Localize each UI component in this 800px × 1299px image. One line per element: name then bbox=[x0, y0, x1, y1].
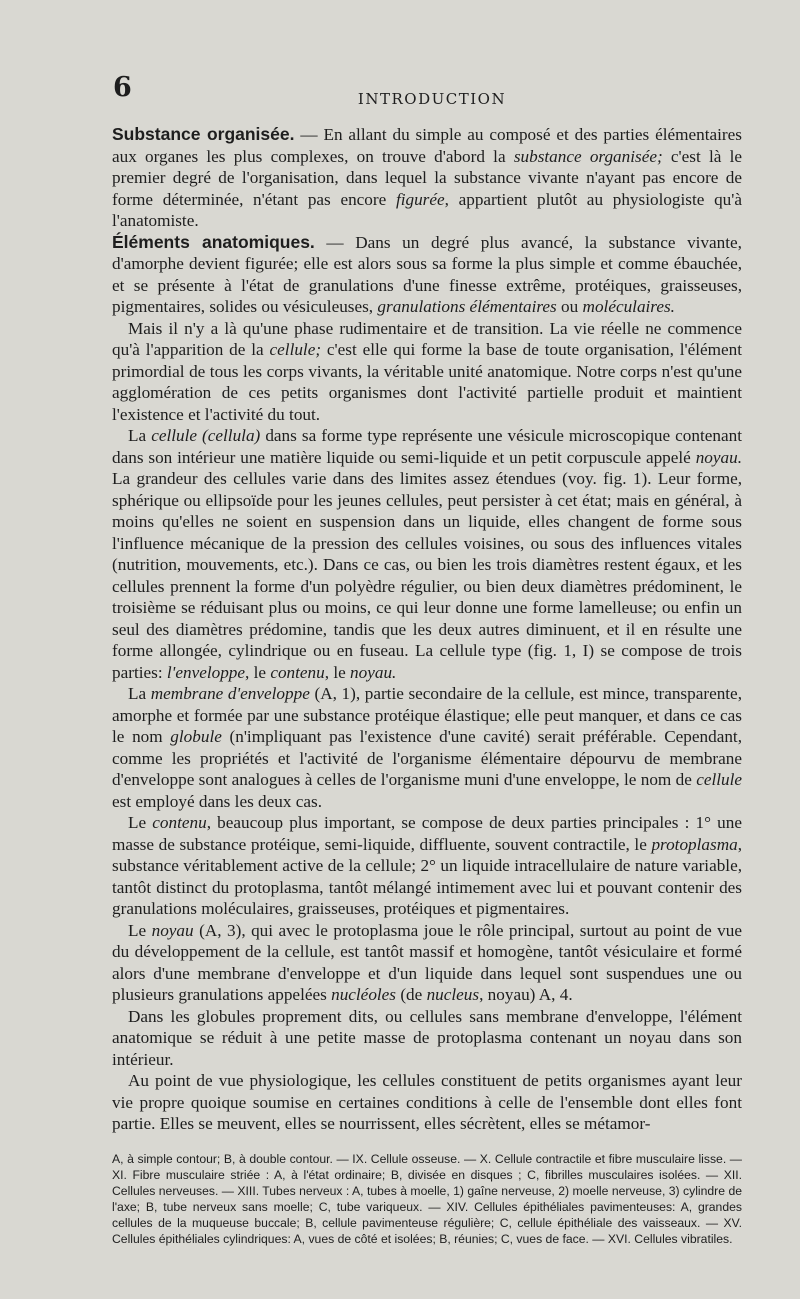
text-run: Au point de vue physiologique, les cellules constituent de petits organismes ayant leur vie propre quoique soumise en certaines conditions à celle de l'ensemble dont elles font partie. Elles se meuvent, elles se nourrissent, elles sécrètent, elles se métamor- bbox=[112, 1071, 742, 1133]
text-run: est employé dans les deux cas. bbox=[112, 791, 323, 811]
paragraph bbox=[112, 812, 742, 920]
text-run: , le bbox=[324, 662, 351, 682]
text-run: — Dans un degré plus avancé, la substance vivante, d'amorphe devient figurée; elle est alors sous sa forme la plus simple et comme ébauchée, et se présente à l'état de granulations d'une finesse extrême, protéiques, graisseuses, pigmentaires, solides ou vésiculeuses, bbox=[112, 232, 742, 316]
italic-term: moléculaires. bbox=[582, 297, 675, 316]
italic-term: nucleus bbox=[426, 985, 480, 1004]
section-title: Éléments anatomiques. bbox=[112, 231, 315, 252]
paragraph bbox=[112, 1006, 742, 1071]
italic-term: cellule (cellula) bbox=[151, 426, 261, 445]
figure-caption-footnote: A, à simple contour; B, à double contour. — IX. Cellule osseuse. — X. Cellule contractile et fibre musculaire lisse. — XI. Fibre musculaire striée : A, à l'état ordinaire; B, divisée en disques ; C, fibrilles musculaires isolées. — XII. Cellules nerveuses. — XIII. Tubes nerveux : A, tubes à moelle, 1) gaîne nerveuse, 2) moelle nerveuse, 3) cylindre de l'axe; B, tube nerveux sans moelle; C, tube variqueux. — XIV. Cellules épithéliales pavimenteuses: A, grandes cellules de la muqueuse buccale; B, cellule pavimenteuse régulière; C, cellule épithéliale des vaisseaux. — XV. Cellules épithéliales cylindriques: A, vues de côté et isolées; B, réunies; C, vues de face. — XVI. Cellules vibratiles. bbox=[112, 1151, 742, 1246]
paragraph bbox=[112, 425, 742, 683]
text-run: La bbox=[128, 684, 151, 703]
text-run: La grandeur des cellules varie dans des limites assez étendues (voy. fig. 1). Leur forme, sphérique ou ellipsoïde pour les jeunes cellules, peut persister à cet état; mais en général, à moins qu'elles ne soient en suspension dans un liquide, elles changent de forme sous l'influence mécanique de la pression des cellules voisines, ou sous des influences vitales (nutrition, mouvements, etc.). Dans ce cas, ou bien les trois diamètres restent égaux, et les cellules prennent la forme d'un polyèdre régulier, ou bien deux diamètres prédominent, le troisième se réduisant plus ou moins, ce qui leur donne une forme lamelleuse; ou enfin un seul des diamètres prédomine, tandis que les deux autres diminuent, et il en résulte une forme allongée, cylindrique ou en fuseau. La cellule type (fig. 1, I) se compose de trois parties: bbox=[112, 469, 742, 682]
paragraph bbox=[112, 1070, 742, 1135]
paragraph bbox=[112, 318, 742, 426]
italic-term: l'enveloppe bbox=[166, 662, 246, 682]
text-run: (A, 1), partie secondaire de la cellule, est mince, transparente, amorphe et formée par une substance protéique élastique; elle peut manquer, et dans ce cas le nom bbox=[112, 684, 742, 746]
paragraph bbox=[112, 920, 742, 1006]
text-run: , substance véritablement active de la cellule; 2° un liquide intracellulaire de nature variable, tantôt distinct du protoplasma, tantôt mélangé intimement avec lui et pouvant contenir des granulations moléculaires, graisseuses, protéiques et pigmentaires. bbox=[112, 834, 742, 918]
running-title: INTRODUCTION bbox=[357, 90, 507, 108]
text-run: Mais il n'y a là qu'une phase rudimentaire et de transition. La vie réelle ne commence qu'à l'apparition de la bbox=[112, 318, 742, 359]
page-number: 6 bbox=[113, 72, 132, 103]
italic-term: protoplasma bbox=[651, 834, 738, 854]
text-run: , noyau) A, 4. bbox=[479, 985, 573, 1004]
italic-term: noyau. bbox=[695, 447, 742, 467]
italic-term: membrane d'enveloppe bbox=[150, 684, 310, 703]
italic-term: cellule bbox=[696, 770, 742, 789]
text-run: Le bbox=[128, 813, 153, 832]
italic-term: granulations élémentaires bbox=[377, 297, 557, 316]
italic-term: substance organisée; bbox=[513, 146, 663, 166]
italic-term: globule bbox=[170, 727, 222, 746]
italic-term: noyau. bbox=[350, 662, 397, 682]
text-run: , le bbox=[245, 662, 271, 682]
text-run: dans sa forme type représente une vésicule microscopique contenant dans son intérieur une matière liquide ou semi-liquide et un petit corpuscule appelé bbox=[112, 426, 742, 467]
paragraph bbox=[112, 124, 742, 232]
italic-term: contenu bbox=[152, 813, 207, 832]
text-run: — En allant du simple au composé et des parties élémentaires aux organes les plus complexes, on trouve d'abord la bbox=[112, 125, 742, 166]
text-run: ou bbox=[556, 297, 583, 316]
body-text bbox=[112, 124, 742, 1135]
text-run: Le bbox=[128, 920, 152, 940]
text-run: (A, 3), qui avec le protoplasma joue le rôle principal, surtout au point de vue du développement de la cellule, est tantôt massif et homogène, tantôt vésiculaire et formé alors d'une membrane d'enveloppe et d'un liquide dans lequel sont suspendues une ou plusieurs granulations appelées bbox=[112, 920, 742, 1004]
italic-term: contenu bbox=[270, 662, 325, 682]
text-run: , appartient plutôt au physiologiste qu'à l'anatomiste. bbox=[112, 189, 742, 230]
paragraph bbox=[112, 232, 742, 318]
italic-term: cellule; bbox=[269, 340, 322, 359]
section-title: Substance organisée. bbox=[112, 124, 295, 144]
text-run: La bbox=[128, 426, 152, 445]
italic-term: noyau bbox=[151, 920, 194, 940]
paragraph bbox=[112, 683, 742, 812]
text-run: , beaucoup plus important, se compose de deux parties principales : 1° une masse de substance protéique, semi-liquide, diffluente, souvent contractile, le bbox=[112, 813, 742, 854]
text-run: c'est elle qui forme la base de toute organisation, l'élément primordial de tous les corps vivants, la véritable unité anatomique. Notre corps n'est qu'une agglomération de ces petits organismes dont l'activité partielle produit et maintient l'existence et l'activité du tout. bbox=[112, 340, 743, 424]
text-run: c'est là le premier degré de l'organisation, dans lequel la substance vivante n'ayant pas encore de forme déterminée, n'étant pas encore bbox=[112, 146, 742, 209]
text-run: (n'impliquant pas l'existence d'une cavité) serait préférable. Cependant, comme les propriétés et l'activité de l'organisme élémentaire dépourvu de membrane d'enveloppe sont analogues à celles de l'organisme muni d'une enveloppe, le nom de bbox=[112, 727, 742, 789]
text-run: Dans les globules proprement dits, ou cellules sans membrane d'enveloppe, l'élément anatomique se réduit à une petite masse de protoplasma contenant un noyau dans son intérieur. bbox=[112, 1006, 742, 1069]
italic-term: figurée bbox=[395, 189, 445, 209]
italic-term: nucléoles bbox=[331, 985, 397, 1004]
text-run: (de bbox=[396, 985, 427, 1004]
